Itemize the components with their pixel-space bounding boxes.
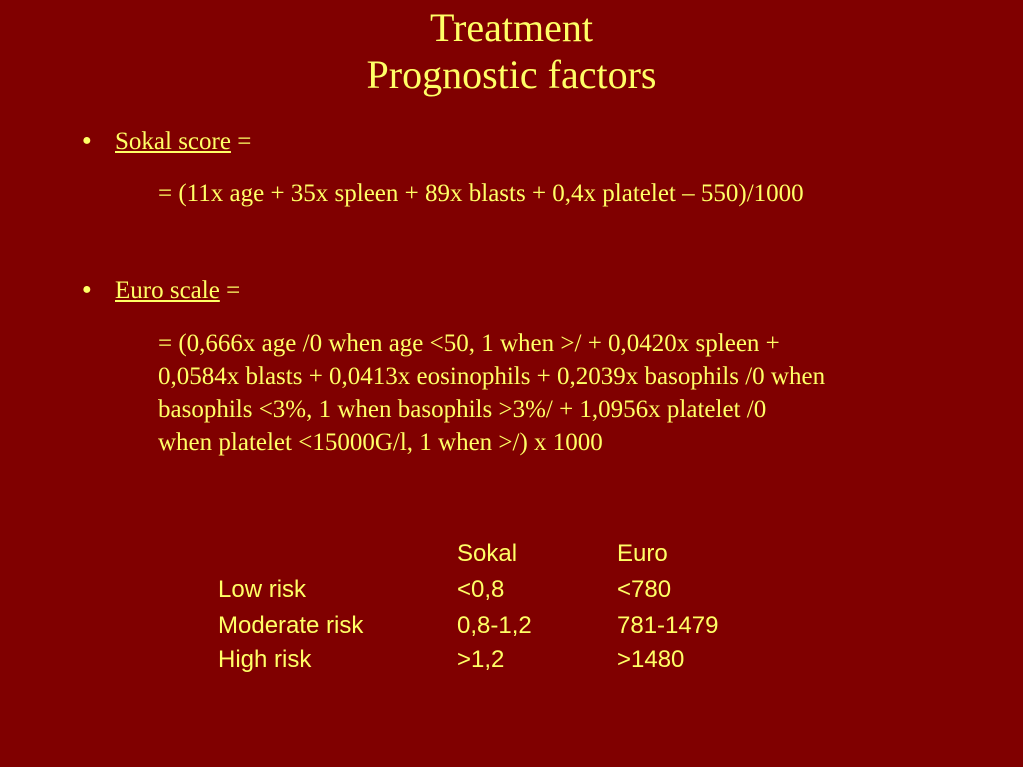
table-cell-sokal-moderate: 0,8-1,2 [457, 612, 532, 639]
title-line-2: Prognostic factors [366, 52, 657, 97]
euro-formula-line: 0,0584x blasts + 0,0413x eosinophils + 0,2039x basophils /0 when [158, 363, 826, 390]
euro-scale-term: Euro scale [115, 277, 220, 304]
table-row-label-high: High risk [218, 646, 312, 673]
sokal-score-suffix: = [230, 128, 252, 155]
table-header-sokal: Sokal [457, 540, 518, 567]
euro-scale-suffix: = [219, 277, 241, 304]
table-cell-sokal-high: >1,2 [457, 646, 505, 673]
euro-formula-line: when platelet <15000G/l, 1 when >/) x 1000 [158, 429, 603, 456]
table-row-label-low: Low risk [218, 576, 307, 603]
table-cell-euro-moderate: 781-1479 [617, 612, 719, 639]
bullet-dot-icon: ● [82, 132, 92, 150]
euro-formula-line: basophils <3%, 1 when basophils >3%/ + 1,0956x platelet /0 [158, 396, 767, 423]
table-cell-sokal-low: <0,8 [457, 576, 505, 603]
title-line-1: Treatment [430, 5, 593, 50]
sokal-score-term: Sokal score [115, 128, 231, 155]
table-cell-euro-high: >1480 [617, 646, 685, 673]
bullet-dot-icon: ● [82, 281, 92, 299]
euro-formula-line: = (0,666x age /0 when age <50, 1 when >/ + 0,0420x spleen + [158, 330, 780, 357]
table-cell-euro-low: <780 [617, 576, 672, 603]
table-header-euro: Euro [617, 540, 668, 567]
sokal-formula-line: = (11x age + 35x spleen + 89x blasts + 0,4x platelet – 550)/1000 [158, 180, 804, 207]
table-row-label-moderate: Moderate risk [218, 612, 364, 639]
